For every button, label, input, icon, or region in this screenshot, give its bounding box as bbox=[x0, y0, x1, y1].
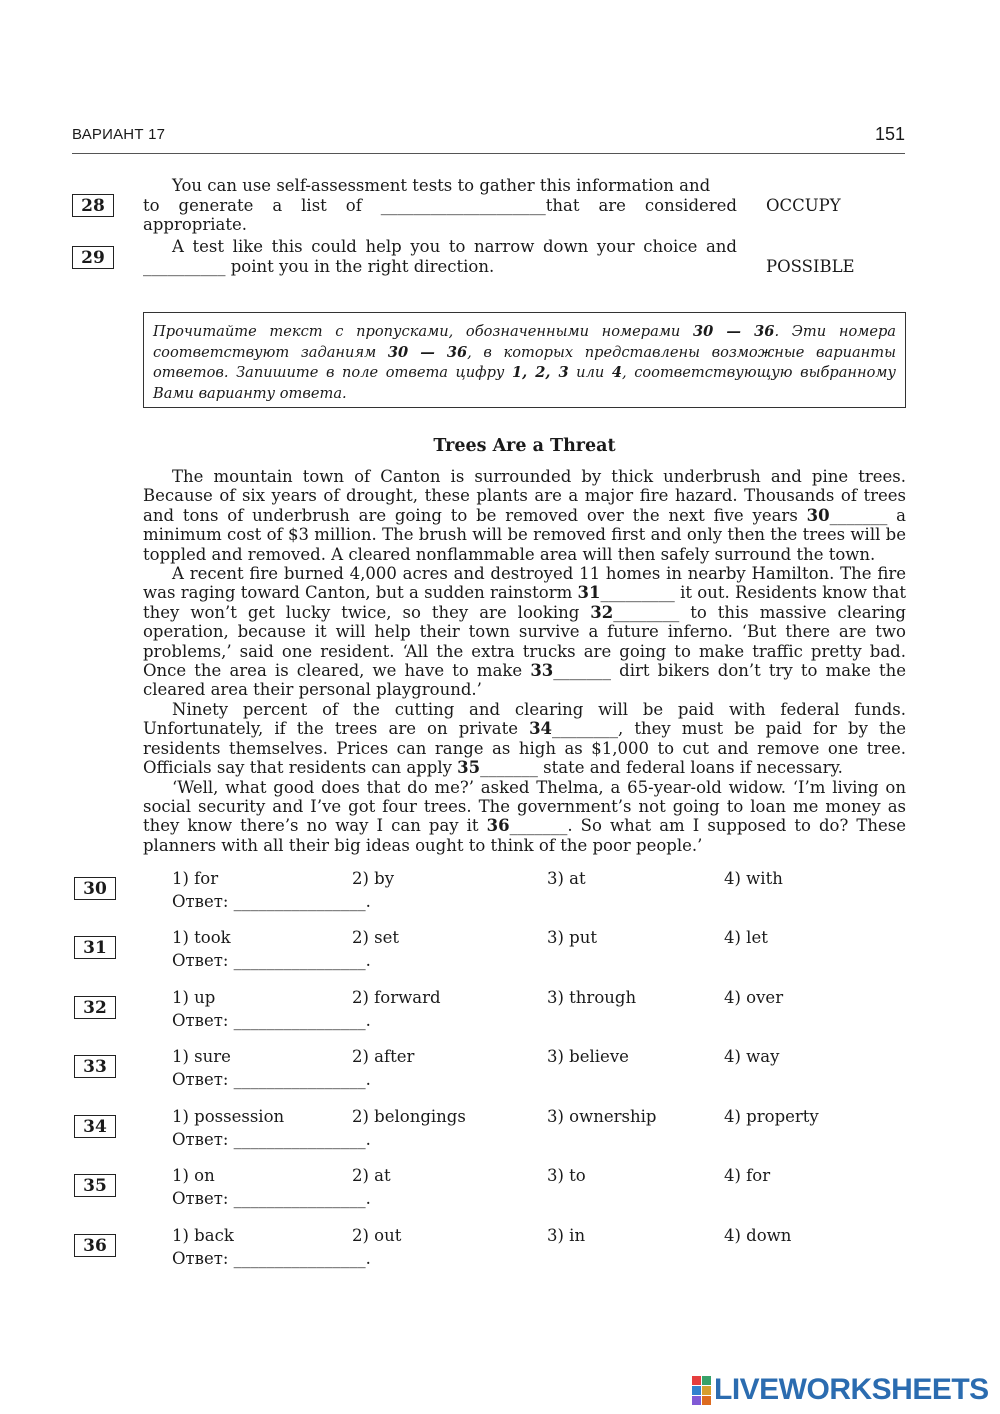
task-28-text bbox=[143, 176, 737, 235]
logo-square bbox=[692, 1396, 701, 1405]
passage-paragraph bbox=[143, 778, 906, 856]
instruction-range: 30 — 36 bbox=[387, 343, 468, 361]
liveworksheets-logo bbox=[692, 1375, 989, 1405]
option[interactable]: 4) way bbox=[724, 1047, 780, 1066]
question-row bbox=[0, 869, 1000, 919]
option[interactable]: 1) took bbox=[172, 928, 231, 947]
task-28-line: appropriate. bbox=[143, 215, 247, 234]
option[interactable]: 1) up bbox=[172, 988, 216, 1007]
page-number: 151 bbox=[874, 124, 905, 144]
gap-number: 33 bbox=[530, 661, 554, 681]
header-divider bbox=[72, 153, 905, 154]
question-number-box: 32 bbox=[74, 996, 116, 1019]
question-number-box: 31 bbox=[74, 936, 116, 959]
option[interactable]: 4) down bbox=[724, 1226, 792, 1245]
logo-square bbox=[692, 1376, 701, 1385]
option[interactable]: 4) let bbox=[724, 928, 768, 947]
option[interactable]: 3) ownership bbox=[547, 1107, 657, 1126]
option[interactable]: 2) out bbox=[352, 1226, 402, 1245]
task-number-box: 28 bbox=[72, 194, 114, 217]
question-row bbox=[0, 1047, 1000, 1097]
instruction-text: . Эти номера соответствуют заданиям bbox=[153, 323, 897, 361]
instruction-digits: 1, 2, 3 bbox=[511, 364, 569, 381]
instruction-range: 30 — 36 bbox=[693, 323, 775, 340]
option[interactable]: 4) property bbox=[724, 1107, 819, 1126]
instruction-digits: 4 bbox=[611, 364, 622, 381]
passage-text: _______ dirt bikers don’t try to make the cleared area their personal playground.’ bbox=[143, 661, 906, 700]
option[interactable]: 1) for bbox=[172, 869, 219, 888]
option[interactable]: 1) sure bbox=[172, 1047, 231, 1066]
task-28-line: You can use self-assessment tests to gather this information and bbox=[172, 176, 711, 195]
passage-text: _______. So what am I supposed to do? These planners with all their big ideas ought to think of the poor people.’ bbox=[143, 816, 906, 855]
option[interactable]: 3) to bbox=[547, 1166, 586, 1185]
passage-text: Ninety percent of the cutting and clearing will be paid with federal funds. Unfortunately, if the trees are on private bbox=[143, 699, 906, 739]
passage-text: ________ to this massive clearing operation, because it will help their town survive a future inferno. ‘But there are two problems,’ said one resident. ‘All the extra trucks are going to make traffic pretty bad. Once the area is cleared, we have to make bbox=[143, 602, 906, 681]
passage-text: _________ it out. Residents know that they won’t get lucky twice, so they are looking bbox=[143, 583, 906, 622]
logo-square bbox=[702, 1386, 711, 1395]
instruction-text: , в которых представлены возможные варианты ответов. Запишите в поле ответа цифру bbox=[153, 343, 897, 381]
task-29-line: A test like this could help you to narrow down your choice and bbox=[172, 237, 737, 256]
question-number-box: 34 bbox=[74, 1115, 116, 1138]
word-prompt-possible: POSSIBLE bbox=[766, 257, 855, 276]
option[interactable]: 3) at bbox=[547, 869, 586, 888]
passage-text: _______ state and federal loans if necessary. bbox=[480, 758, 843, 778]
answer-field[interactable]: Ответ: ________________. bbox=[172, 1130, 371, 1149]
gap-number: 36 bbox=[486, 816, 510, 836]
gap-number: 35 bbox=[457, 758, 481, 778]
logo-grid-icon bbox=[692, 1376, 711, 1405]
gap-number: 32 bbox=[590, 602, 614, 622]
variant-label: ВАРИАНТ 17 bbox=[72, 126, 166, 143]
option[interactable]: 4) over bbox=[724, 988, 784, 1007]
option[interactable]: 3) through bbox=[547, 988, 637, 1007]
gap-number: 34 bbox=[529, 719, 553, 739]
option[interactable]: 2) belongings bbox=[352, 1107, 466, 1126]
gap-number: 31 bbox=[577, 583, 601, 603]
task-29-text bbox=[143, 237, 737, 276]
task-29-line: __________ point you in the right direction. bbox=[143, 256, 495, 276]
logo-text: LIVEWORKSHEETS bbox=[714, 1373, 989, 1406]
option[interactable]: 2) forward bbox=[352, 988, 441, 1007]
option[interactable]: 2) at bbox=[352, 1166, 391, 1185]
task-number-box: 29 bbox=[72, 246, 114, 269]
passage-paragraph bbox=[143, 700, 906, 778]
answer-field[interactable]: Ответ: ________________. bbox=[172, 1249, 371, 1268]
option[interactable]: 2) set bbox=[352, 928, 400, 947]
option[interactable]: 2) by bbox=[352, 869, 395, 888]
question-row bbox=[0, 1166, 1000, 1216]
option[interactable]: 4) for bbox=[724, 1166, 771, 1185]
option[interactable]: 1) back bbox=[172, 1226, 234, 1245]
option[interactable]: 4) with bbox=[724, 869, 783, 888]
question-number-box: 30 bbox=[74, 877, 116, 900]
answer-field[interactable]: Ответ: ________________. bbox=[172, 1070, 371, 1089]
answer-field[interactable]: Ответ: ________________. bbox=[172, 951, 371, 970]
answer-field[interactable]: Ответ: ________________. bbox=[172, 892, 371, 911]
passage-text: ________, they must be paid for by the residents themselves. Prices can range as high as $1,000 to cut and remove one tree. Officials say that residents can apply bbox=[143, 719, 906, 778]
passage-text: _______ a minimum cost of $3 million. The brush will be removed first and only then the trees will be toppled and removed. A cleared nonflammable area will then safely surround the town. bbox=[143, 505, 906, 564]
passage-text: A recent fire burned 4,000 acres and destroyed 11 homes in nearby Hamilton. The fire was raging toward Canton, but a sudden rainstorm bbox=[143, 564, 906, 603]
answer-field[interactable]: Ответ: ________________. bbox=[172, 1011, 371, 1030]
task-28-line: to generate a list of ____________________that are considered bbox=[143, 195, 737, 215]
passage-text: ‘Well, what good does that do me?’ asked Thelma, a 65-year-old widow. ‘I’m living on social security and I’ve got four trees. The government’s not going to loan me money as they know there’s no way I can pay it bbox=[143, 777, 906, 836]
passage-paragraph bbox=[143, 467, 906, 564]
logo-square bbox=[692, 1386, 701, 1395]
question-row bbox=[0, 1226, 1000, 1276]
passage-text: The mountain town of Canton is surrounded by thick underbrush and pine trees. Because of six years of drought, these plants are a major fire hazard. Thousands of trees and tons of underbrush are going to be removed over the next five years bbox=[143, 467, 906, 525]
instruction-text: или bbox=[568, 364, 612, 381]
option[interactable]: 3) believe bbox=[547, 1047, 629, 1066]
question-row bbox=[0, 988, 1000, 1038]
question-number-box: 35 bbox=[74, 1174, 116, 1197]
option[interactable]: 2) after bbox=[352, 1047, 415, 1066]
question-number-box: 36 bbox=[74, 1234, 116, 1257]
question-row bbox=[0, 1107, 1000, 1157]
logo-square bbox=[702, 1396, 711, 1405]
word-prompt-occupy: OCCUPY bbox=[766, 196, 841, 215]
gap-number: 30 bbox=[806, 505, 830, 525]
option[interactable]: 1) on bbox=[172, 1166, 215, 1185]
option[interactable]: 3) in bbox=[547, 1226, 586, 1245]
question-row bbox=[0, 928, 1000, 978]
instruction-text: Прочитайте текст с пропусками, обозначенными номерами bbox=[153, 323, 694, 340]
question-number-box: 33 bbox=[74, 1055, 116, 1078]
option[interactable]: 3) put bbox=[547, 928, 597, 947]
logo-square bbox=[702, 1376, 711, 1385]
option[interactable]: 1) possession bbox=[172, 1107, 285, 1126]
instruction-text: , соответствующую выбранному Вами варианту ответа. bbox=[153, 364, 896, 402]
answer-field[interactable]: Ответ: ________________. bbox=[172, 1189, 371, 1208]
instruction-box bbox=[143, 312, 906, 408]
passage-title: Trees Are a Threat bbox=[433, 436, 616, 456]
passage-paragraph bbox=[143, 564, 906, 700]
passage-body bbox=[143, 467, 906, 855]
